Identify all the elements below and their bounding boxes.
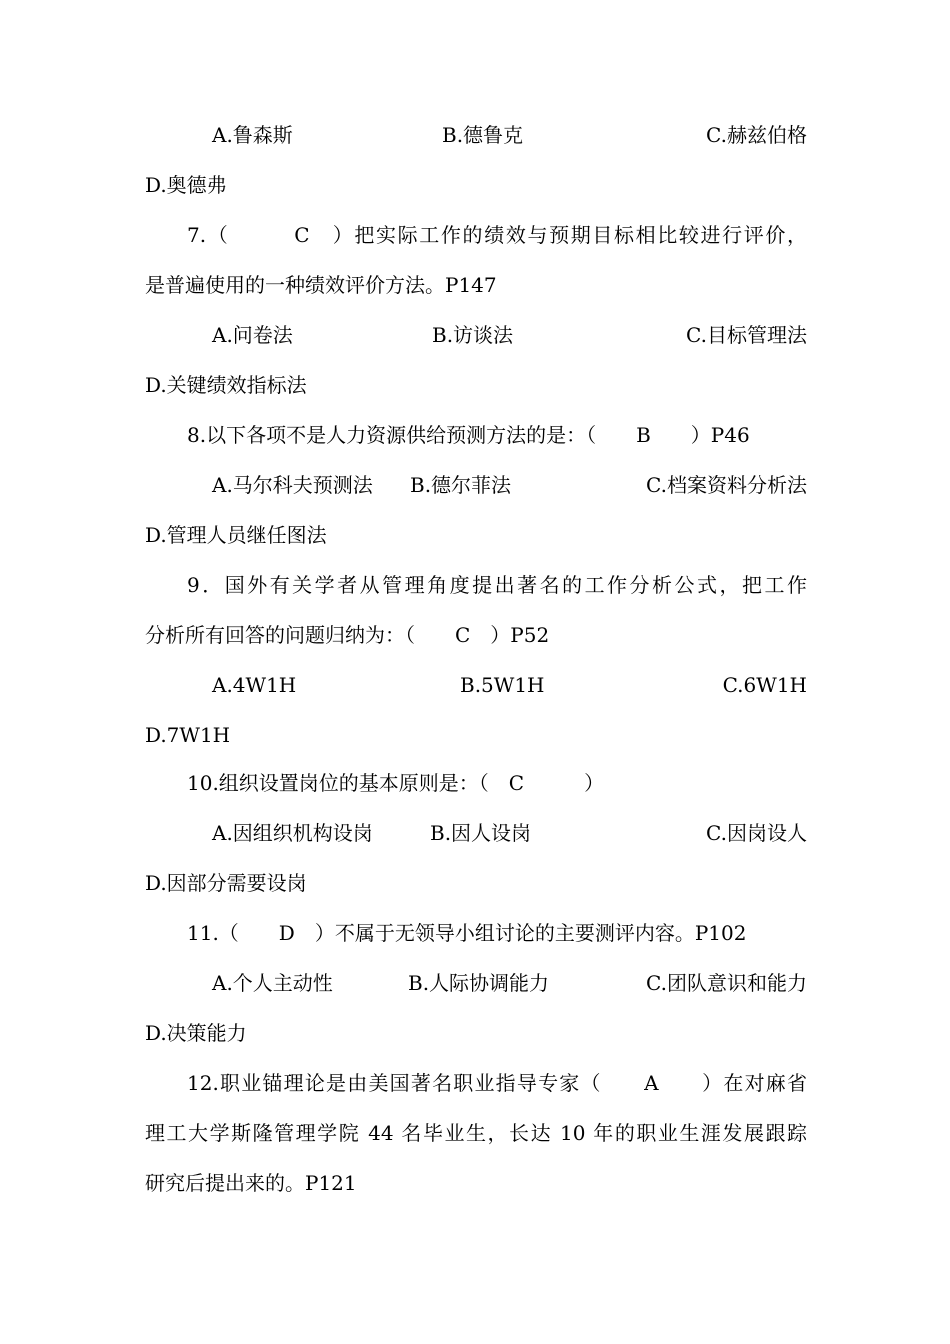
q10-option-a: A.因组织机构设岗	[212, 821, 373, 845]
q11-option-c: C.团队意识和能力	[646, 971, 807, 995]
q10-option-c: C.因岗设人	[706, 821, 807, 845]
q12-stem-line-1: 12.职业锚理论是由美国著名职业指导专家（ A ）在对麻省	[187, 1071, 807, 1095]
q7-stem-line-1: 7.（ C ）把实际工作的绩效与预期目标相比较进行评价，	[187, 223, 807, 247]
q7-option-b: B.访谈法	[432, 323, 514, 347]
q7-option-c: C.目标管理法	[686, 323, 807, 347]
q9-stem-line-2: 分析所有回答的问题归纳为：（ C ）P52	[145, 623, 550, 647]
q10-stem-line-1: 10.组织设置岗位的基本原则是：（ C ）	[187, 771, 605, 795]
q11-stem-line-1: 11.（ D ）不属于无领导小组讨论的主要测评内容。P102	[187, 921, 747, 945]
q11-option-d: D.决策能力	[145, 1021, 247, 1045]
q12-stem-line-3: 研究后提出来的。P121	[145, 1171, 357, 1195]
q12-stem-line-2: 理工大学斯隆管理学院 44 名毕业生，长达 10 年的职业生涯发展跟踪	[145, 1121, 807, 1145]
q6-option-c: C.赫兹伯格	[706, 123, 807, 147]
q9-option-b: B.5W1H	[460, 673, 545, 697]
q11-option-a: A.个人主动性	[212, 971, 333, 995]
q7-option-d: D.关键绩效指标法	[145, 373, 307, 397]
q10-option-b: B.因人设岗	[430, 821, 532, 845]
q8-option-d: D.管理人员继任图法	[145, 523, 327, 547]
q8-stem-line-1: 8.以下各项不是人力资源供给预测方法的是：（ B ）P46	[187, 423, 750, 447]
q11-option-b: B.人际协调能力	[408, 971, 550, 995]
q6-option-b: B.德鲁克	[442, 123, 524, 147]
q9-stem-line-1: 9．国外有关学者从管理角度提出著名的工作分析公式，把工作	[187, 573, 807, 597]
q9-option-d: D.7W1H	[145, 723, 231, 747]
q9-option-a: A.4W1H	[212, 673, 297, 697]
q8-option-c: C.档案资料分析法	[646, 473, 807, 497]
q10-option-d: D.因部分需要设岗	[145, 871, 307, 895]
q8-option-b: B.德尔菲法	[410, 473, 512, 497]
q7-option-a: A.问卷法	[212, 323, 293, 347]
q7-stem-line-2: 是普遍使用的一种绩效评价方法。P147	[145, 273, 497, 297]
q6-option-d: D.奥德弗	[145, 173, 227, 197]
q8-option-a: A.马尔科夫预测法	[212, 473, 373, 497]
q9-option-c: C.6W1H	[722, 673, 807, 697]
q6-option-a: A.鲁森斯	[212, 123, 293, 147]
